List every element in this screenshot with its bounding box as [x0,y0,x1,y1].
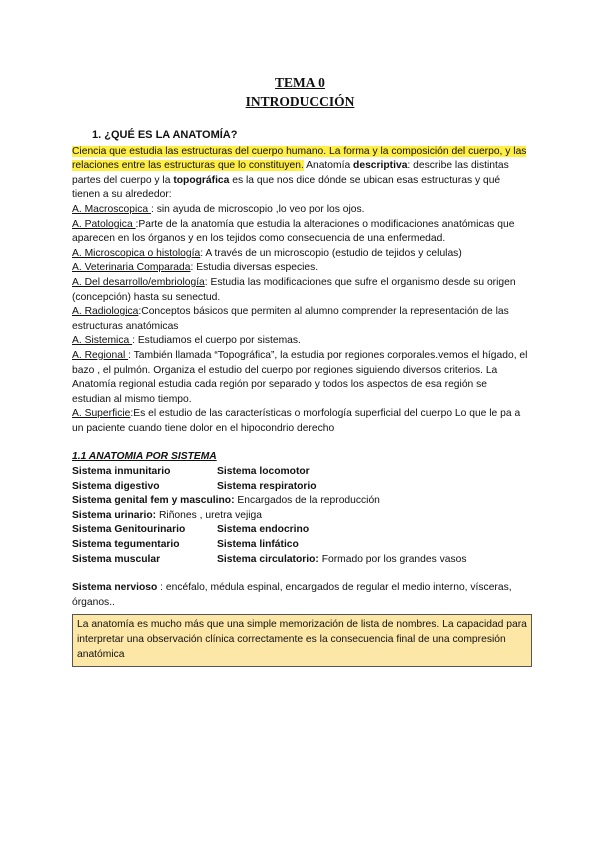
section-heading-1-1: 1.1 ANATOMIA POR SISTEMA [72,451,217,463]
anatomy-type-text: : sin ayuda de microscopio ,lo veo por los ojos. [150,203,365,215]
definition-text: : describe las distintas partes del cuerpo y la [72,160,509,186]
anatomy-type-label: A. Superficie [72,408,131,420]
system-col2 [217,523,528,538]
system-col2 [217,465,528,480]
page-title: TEMA 0 [275,75,325,90]
nervous-system-line [72,581,528,610]
system-row [72,465,528,480]
system-row [72,480,528,495]
system-name-col2: Sistema linfático [217,539,299,551]
system-description: : encéfalo, médula espinal, encargados de regular el medio interno, vísceras, órganos.. [72,582,512,608]
anatomy-type-label: A. Macroscopica [72,203,151,215]
anatomy-type-item [72,334,528,349]
system-name-col2: Sistema circulatorio: [217,553,319,565]
anatomy-type-label: A. Radiologica [72,306,139,318]
system-label: Sistema nervioso [72,582,158,594]
anatomy-types-list [72,203,528,437]
system-col2 [217,480,528,495]
anatomy-type-label: A. Microscopica o histología [72,247,201,259]
anatomy-type-label: A. Veterinaria Comparada [72,262,191,274]
anatomy-type-text: : Estudia las modificaciones que sufre el organismo desde su origen (concepción) hasta su senectud. [72,276,516,303]
system-row [72,494,528,509]
definition-text: Anatomía [303,160,354,172]
anatomy-type-item [72,276,528,305]
anatomy-type-text: :Conceptos básicos que permiten al alumno comprender la representación de las estructuras anatómicas [72,306,509,332]
anatomy-type-text: : Estudiamos el cuerpo por sistemas. [132,335,301,347]
definition-text: es la que nos dice dónde se ubican esas estructuras y qué tienen a su alrededor: [72,174,501,201]
systems-table [72,465,528,567]
system-description: Formado por los grandes vasos [318,553,467,565]
page-subtitle: INTRODUCCIÓN [245,94,355,109]
system-name-col1: Sistema genital fem y masculino: [72,495,235,507]
system-name-col1: Sistema tegumentario [72,539,180,551]
system-name-col1: Sistema inmunitario [72,466,171,478]
system-name-col1: Sistema urinario: [72,509,157,521]
anatomy-type-text: :Parte de la anatomía que estudia la alteraciones o modificaciones anatómicas que aparecen en los órganos y en los tejidos como consecuencia de una enfermedad. [72,218,515,245]
anatomy-type-text: : Estudia diversas especies. [190,262,319,274]
system-description: Encargados de la reproducción [234,495,380,507]
anatomy-type-item [72,247,528,262]
system-row [72,538,528,553]
anatomy-type-item [72,261,528,276]
system-name-col2: Sistema respiratorio [217,480,317,492]
anatomy-type-item [72,218,528,247]
anatomy-type-label: A. Patologica [72,218,136,230]
definition-paragraph [72,145,528,203]
anatomy-type-label: A. Del desarrollo/embriología [72,276,205,288]
system-col2 [235,495,380,506]
system-row [72,509,528,524]
section-heading-1: 1. ¿QUÉ ES LA ANATOMÍA? [92,129,238,141]
anatomy-type-item [72,203,528,218]
anatomy-type-label: A. Regional [72,349,129,361]
system-name-col1: Sistema Genitourinario [72,524,186,536]
note-box: La anatomía es mucho más que una simple memorización de lista de nombres. La capacidad para interpretar una observación clínica correctamente es la consecuencia final de una compresión anatómica [72,614,532,666]
anatomy-type-item [72,305,528,334]
anatomy-type-text: :Es el estudio de las características o morfología superficial del cuerpo Lo que le pa a un paciente cuando tiene dolor en el hipocondrio derecho [72,408,521,434]
anatomy-type-item [72,407,528,436]
anatomy-type-text: : También llamada “Topográfica”, la estudia por regiones corporales.vemos el hígado, el bazo , el pulmón. Organiza el estudio del cuerpo por regiones siguiendo diversos criterios. La Anatomía regional estudia cada región por separado y todos los aspectos de esa región se estudian al mismo tiempo. [72,349,528,405]
system-description: Riñones , uretra vejiga [156,509,263,521]
system-name-col1: Sistema digestivo [72,480,160,492]
anatomy-type-item [72,349,528,407]
anatomy-type-text: : A través de un microscopio (estudio de tejidos y celulas) [200,247,462,259]
document-body [72,128,528,667]
system-name-col2: Sistema locomotor [217,466,310,478]
definition-bold-term: descriptiva [353,160,408,172]
system-col2 [156,510,262,521]
system-col2 [217,538,528,553]
definition-bold-term: topográfica [173,174,230,186]
system-row [72,553,528,568]
system-name-col1: Sistema muscular [72,553,161,565]
system-row [72,523,528,538]
system-name-col2: Sistema endocrino [217,524,310,536]
anatomy-type-label: A. Sistemica [72,335,133,347]
system-col2 [217,553,528,568]
highlighted-definition: Ciencia que estudia las estructuras del cuerpo humano. La forma y la composición del cuerpo, y las relaciones entre las estructuras que lo constituyen. [72,145,527,172]
